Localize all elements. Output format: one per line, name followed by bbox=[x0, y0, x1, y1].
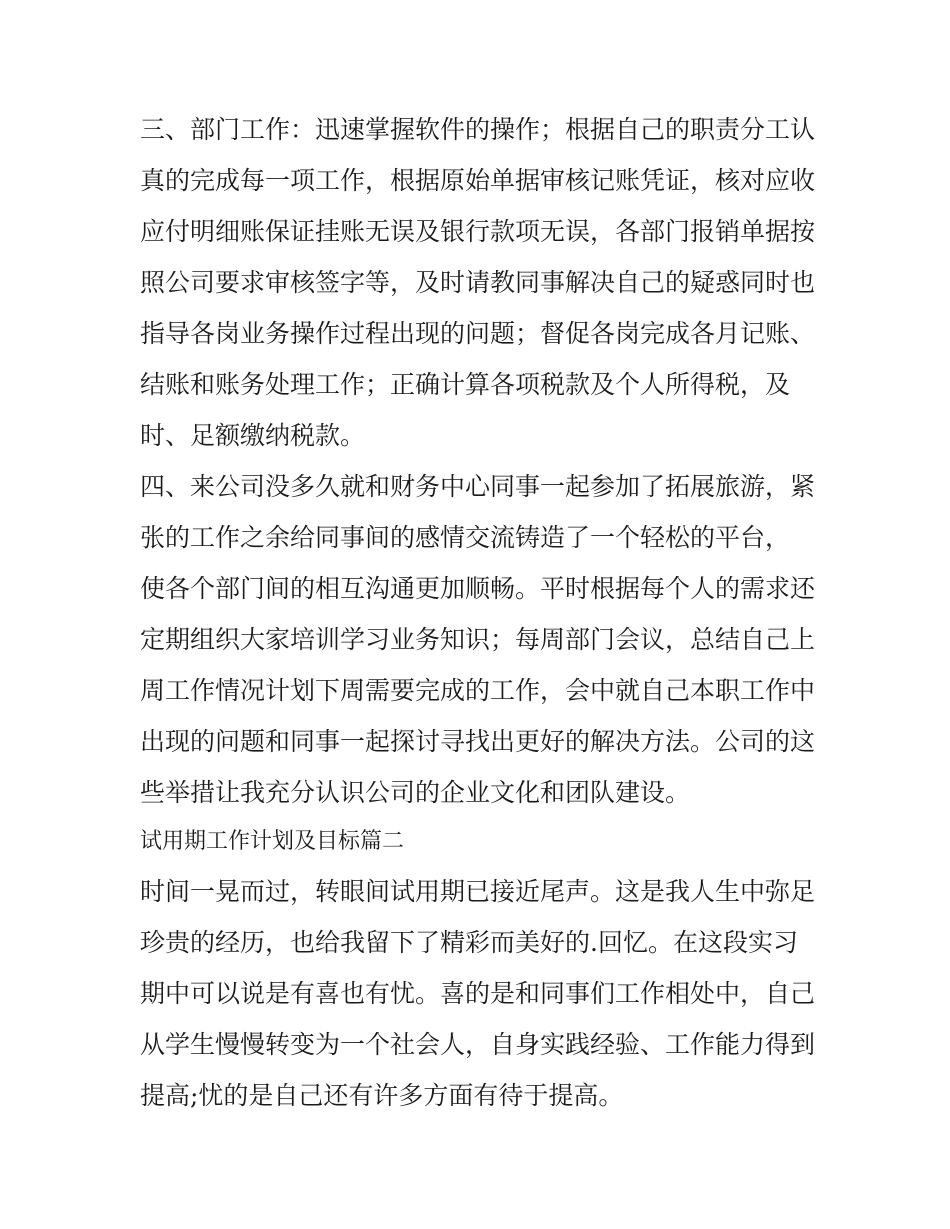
text-line: 些举措让我充分认识公司的企业文化和团队建设。 bbox=[140, 778, 691, 807]
text-line: 真的完成每一项工作，根据原始单据审核记账凭证，核对应收 bbox=[140, 166, 816, 195]
text-line: 结账和账务处理工作；正确计算各项税款及个人所得税，及 bbox=[140, 370, 791, 399]
text-line: 三、部门工作：迅速掌握软件的操作；根据自己的职责分工认 bbox=[140, 115, 816, 144]
text-line: 提高;忧的是自己还有许多方面有待于提高。 bbox=[140, 1081, 624, 1110]
text-line: 期中可以说是有喜也有忧。喜的是和同事们工作相处中，自己 bbox=[140, 979, 816, 1008]
text-line: 从学生慢慢转变为一个社会人，自身实践经验、工作能力得到 bbox=[140, 1030, 816, 1059]
text-line: 出现的问题和同事一起探讨寻找出更好的解决方法。公司的这 bbox=[140, 727, 816, 756]
text-line: 定期组织大家培训学习业务知识；每周部门会议，总结自己上 bbox=[140, 625, 816, 654]
text-line: 张的工作之余给同事间的感情交流铸造了一个轻松的平台， bbox=[140, 523, 791, 552]
text-line: 应付明细账保证挂账无误及银行款项无误，各部门报销单据按 bbox=[140, 217, 816, 246]
section-heading: 试用期工作计划及目标篇二 bbox=[140, 829, 405, 854]
text-line: 四、来公司没多久就和财务中心同事一起参加了拓展旅游，紧 bbox=[140, 472, 816, 501]
text-line: 照公司要求审核签字等，及时请教同事解决自己的疑惑同时也 bbox=[140, 268, 816, 297]
text-line: 珍贵的经历，也给我留下了精彩而美好的.回忆。在这段实习 bbox=[140, 928, 798, 957]
text-line: 时、足额缴纳税款。 bbox=[140, 421, 366, 450]
text-line: 使各个部门间的相互沟通更加顺畅。平时根据每个人的需求还 bbox=[140, 574, 816, 603]
text-line: 指导各岗业务操作过程出现的问题；督促各岗完成各月记账、 bbox=[140, 319, 816, 348]
text-line: 时间一晃而过，转眼间试用期已接近尾声。这是我人生中弥足 bbox=[140, 877, 816, 906]
text-line: 周工作情况计划下周需要完成的工作，会中就自己本职工作中 bbox=[140, 676, 816, 705]
